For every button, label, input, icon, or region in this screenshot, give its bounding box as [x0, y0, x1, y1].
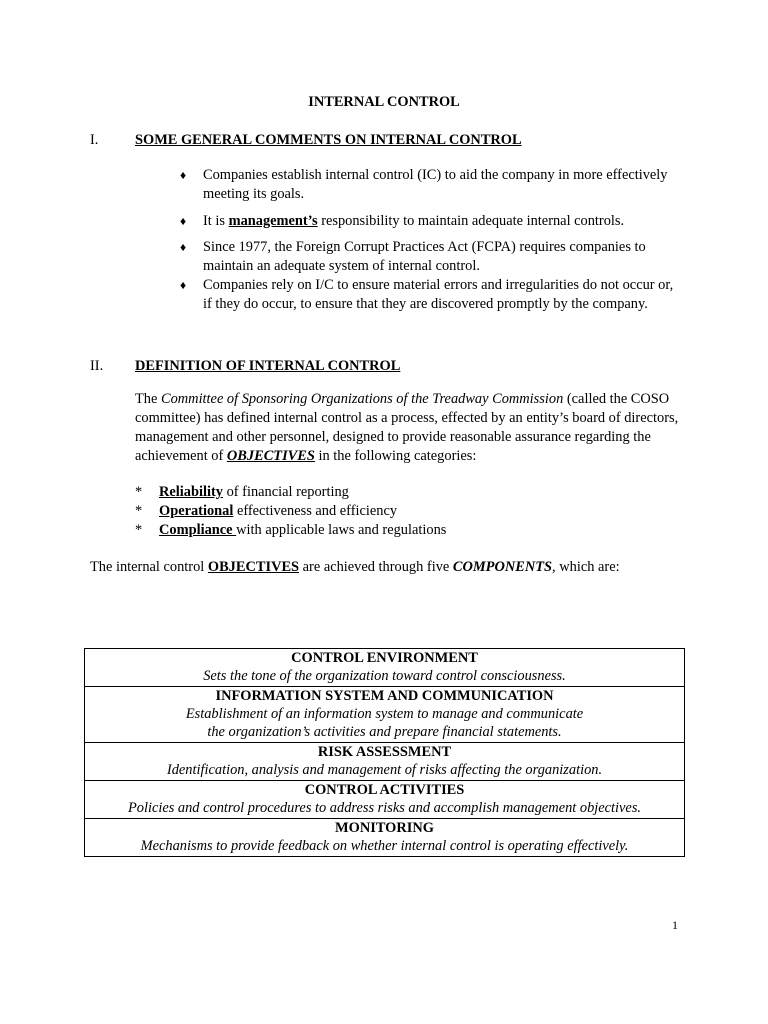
paragraph-text: (called the COSO committee) has defined internal control as a process, effected by an entity’s board of directors, management and other personnel, designed to provide reasonable assurance regarding the achievement of [135, 391, 679, 464]
category-name: Operational [159, 503, 234, 519]
paragraph-text: The [135, 391, 161, 407]
bullet-text: Companies establish internal control (IC) to aid the company in more effectively meeting its goals. [203, 167, 668, 202]
bullet-text: Since 1977, the Foreign Corrupt Practices Act (FCPA) requires companies to maintain an adequate system of internal control. [203, 239, 646, 274]
component-cell [85, 687, 685, 743]
category-name: Compliance [159, 522, 237, 538]
list-item [180, 276, 680, 314]
section-1-bullet-list [180, 166, 680, 314]
diamond-bullet-icon: ♦ [180, 240, 187, 254]
list-item [180, 212, 680, 231]
component-title: CONTROL ENVIRONMENT [291, 650, 478, 666]
page-number: 1 [672, 918, 678, 932]
component-cell [85, 819, 685, 857]
coso-definition-paragraph [135, 390, 680, 466]
component-title: RISK ASSESSMENT [317, 744, 452, 760]
component-description: Establishment of an information system to manage and communicate [185, 706, 584, 722]
section-1-number: I. [90, 132, 99, 148]
bullet-text: responsibility to maintain adequate internal controls. [317, 213, 625, 229]
diamond-bullet-icon: ♦ [180, 214, 187, 228]
intro-text: The internal control [90, 559, 208, 575]
section-2-heading: DEFINITION OF INTERNAL CONTROL [135, 358, 401, 374]
component-description: Policies and control procedures to address risks and accomplish management objectives. [127, 800, 642, 816]
asterisk-bullet-icon: * [135, 522, 143, 538]
component-cell [85, 649, 685, 687]
section-2-number: II. [90, 358, 104, 374]
bullet-text: Companies rely on I/C to ensure material errors and irregularities do not occur or, if they do occur, to ensure that they are discovered promptly by the company. [203, 277, 674, 312]
list-item [135, 483, 446, 502]
paragraph-text: in the following categories: [314, 448, 477, 464]
list-item [180, 238, 680, 276]
table-row [85, 743, 685, 781]
components-table [84, 648, 685, 857]
component-title: INFORMATION SYSTEM AND COMMUNICATION [215, 688, 554, 704]
management-emphasis: management’s [228, 213, 318, 229]
list-item [135, 502, 446, 521]
table-row [85, 649, 685, 687]
category-text: of financial reporting [222, 484, 349, 500]
objectives-emphasis: OBJECTIVES [226, 448, 315, 464]
coso-committee-name: Committee of Sponsoring Organizations of the Treadway Commission [160, 391, 564, 407]
diamond-bullet-icon: ♦ [180, 168, 187, 182]
component-description: Identification, analysis and management of risks affecting the organization. [166, 762, 603, 778]
component-description: Sets the tone of the organization toward control consciousness. [203, 668, 566, 684]
list-item [135, 521, 446, 540]
component-cell [85, 743, 685, 781]
component-title: CONTROL ACTIVITIES [304, 782, 465, 798]
intro-text: are achieved through five [299, 559, 453, 575]
objectives-emphasis: OBJECTIVES [207, 559, 300, 575]
intro-text: , which are: [552, 559, 620, 575]
diamond-bullet-icon: ♦ [180, 278, 187, 292]
component-cell [85, 781, 685, 819]
table-row [85, 819, 685, 857]
components-intro-line [90, 558, 620, 577]
table-row [85, 687, 685, 743]
component-title: MONITORING [335, 820, 434, 836]
section-1-heading: SOME GENERAL COMMENTS ON INTERNAL CONTROL [135, 132, 522, 148]
objective-categories-list [135, 483, 446, 540]
asterisk-bullet-icon: * [135, 484, 143, 500]
document-title: INTERNAL CONTROL [308, 94, 460, 110]
category-text: effectiveness and efficiency [233, 503, 398, 519]
list-item [180, 166, 680, 204]
component-description: Mechanisms to provide feedback on whether internal control is operating effectively. [140, 838, 629, 854]
asterisk-bullet-icon: * [135, 503, 143, 519]
components-emphasis: COMPONENTS [452, 559, 553, 575]
category-text: with applicable laws and regulations [236, 522, 447, 538]
component-description: the organization’s activities and prepare financial statements. [207, 724, 562, 740]
table-row [85, 781, 685, 819]
bullet-text: It is [203, 213, 229, 229]
category-name: Reliability [159, 484, 223, 500]
